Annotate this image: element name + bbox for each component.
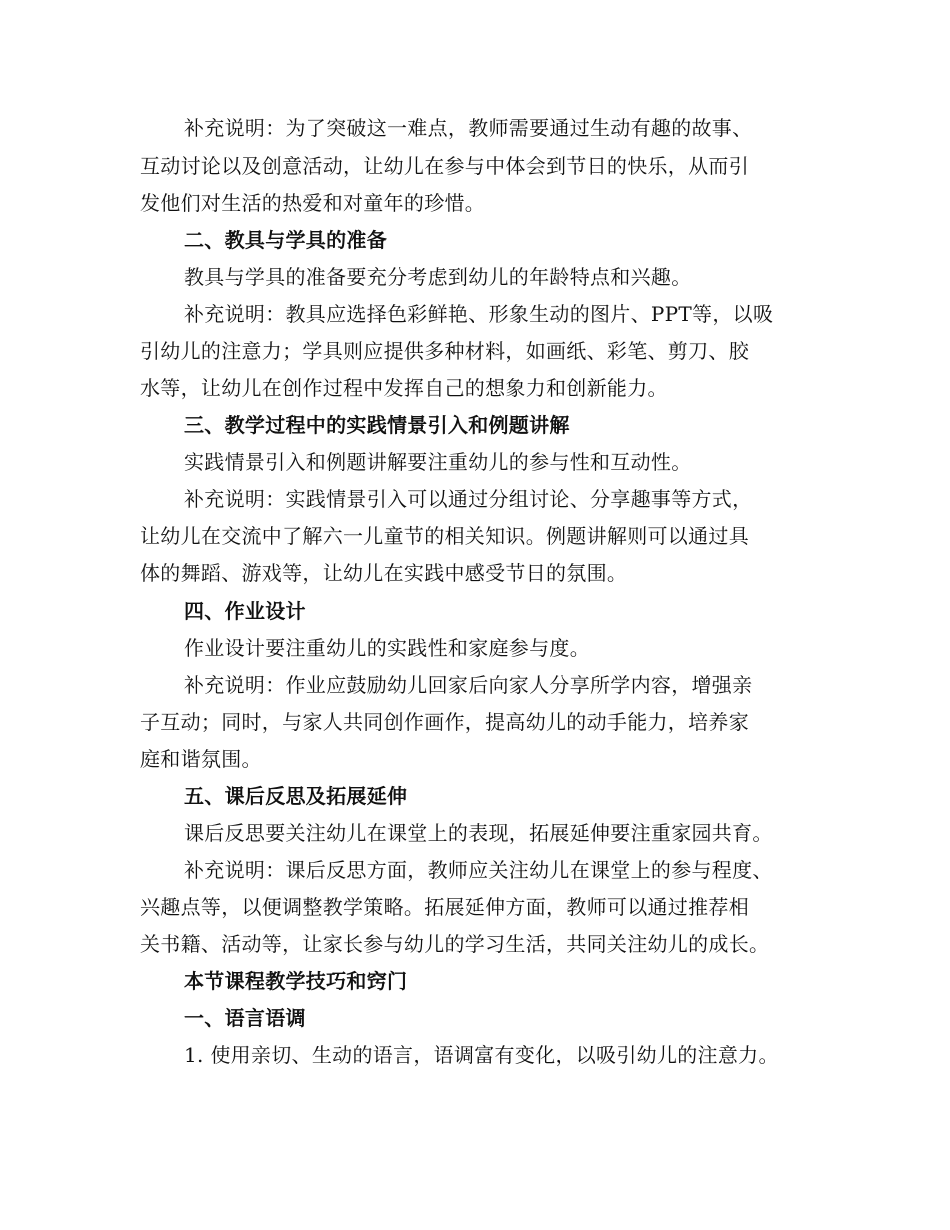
paragraph-line: 补充说明：为了突破这一难点，教师需要通过生动有趣的故事、 <box>184 116 753 140</box>
paragraph-line: 课后反思要关注幼儿在课堂上的表现，拓展延伸要注重家园共育。 <box>184 821 773 845</box>
paragraph-line: 体的舞蹈、游戏等，让幼儿在实践中感受节日的氛围。 <box>140 561 628 585</box>
section-heading: 三、教学过程中的实践情景引入和例题讲解 <box>184 413 570 437</box>
paragraph-line: 让幼儿在交流中了解六一儿童节的相关知识。例题讲解则可以通过具 <box>140 524 749 548</box>
paragraph-line: 引幼儿的注意力；学具则应提供多种材料，如画纸、彩笔、剪刀、胶 <box>140 339 749 363</box>
paragraph-line: 实践情景引入和例题讲解要注重幼儿的参与性和互动性。 <box>184 450 692 474</box>
paragraph-line: 关书籍、活动等，让家长参与幼儿的学习生活，共同关注幼儿的成长。 <box>140 932 770 956</box>
section-heading: 二、教具与学具的准备 <box>184 228 387 252</box>
subsection-heading: 一、语言语调 <box>184 1006 306 1030</box>
paragraph-line: 发他们对生活的热爱和对童年的珍惜。 <box>140 191 486 215</box>
section-heading: 本节课程教学技巧和窍门 <box>184 969 408 993</box>
paragraph-line: 补充说明：实践情景引入可以通过分组讨论、分享趣事等方式， <box>184 487 753 511</box>
section-heading: 五、课后反思及拓展延伸 <box>184 784 408 808</box>
paragraph-line: 补充说明：作业应鼓励幼儿回家后向家人分享所学内容，增强亲 <box>184 673 753 697</box>
paragraph-line: 教具与学具的准备要充分考虑到幼儿的年龄特点和兴趣。 <box>184 265 692 289</box>
paragraph-line: 补充说明：课后反思方面，教师应关注幼儿在课堂上的参与程度、 <box>184 858 773 882</box>
paragraph-line: 互动讨论以及创意活动，让幼儿在参与中体会到节日的快乐，从而引 <box>140 154 749 178</box>
paragraph-line: 补充说明：教具应选择色彩鲜艳、形象生动的图片、PPT等，以吸 <box>184 302 774 326</box>
paragraph-line: 作业设计要注重幼儿的实践性和家庭参与度。 <box>184 636 590 660</box>
paragraph-line: 庭和谐氛围。 <box>140 747 262 771</box>
paragraph-line: 子互动；同时，与家人共同创作画作，提高幼儿的动手能力，培养家 <box>140 710 749 734</box>
paragraph-line: 兴趣点等，以便调整教学策略。拓展延伸方面，教师可以通过推荐相 <box>140 895 749 919</box>
list-item: 1. 使用亲切、生动的语言，语调富有变化，以吸引幼儿的注意力。 <box>184 1043 779 1067</box>
section-heading: 四、作业设计 <box>184 599 306 623</box>
paragraph-line: 水等，让幼儿在创作过程中发挥自己的想象力和创新能力。 <box>140 376 668 400</box>
